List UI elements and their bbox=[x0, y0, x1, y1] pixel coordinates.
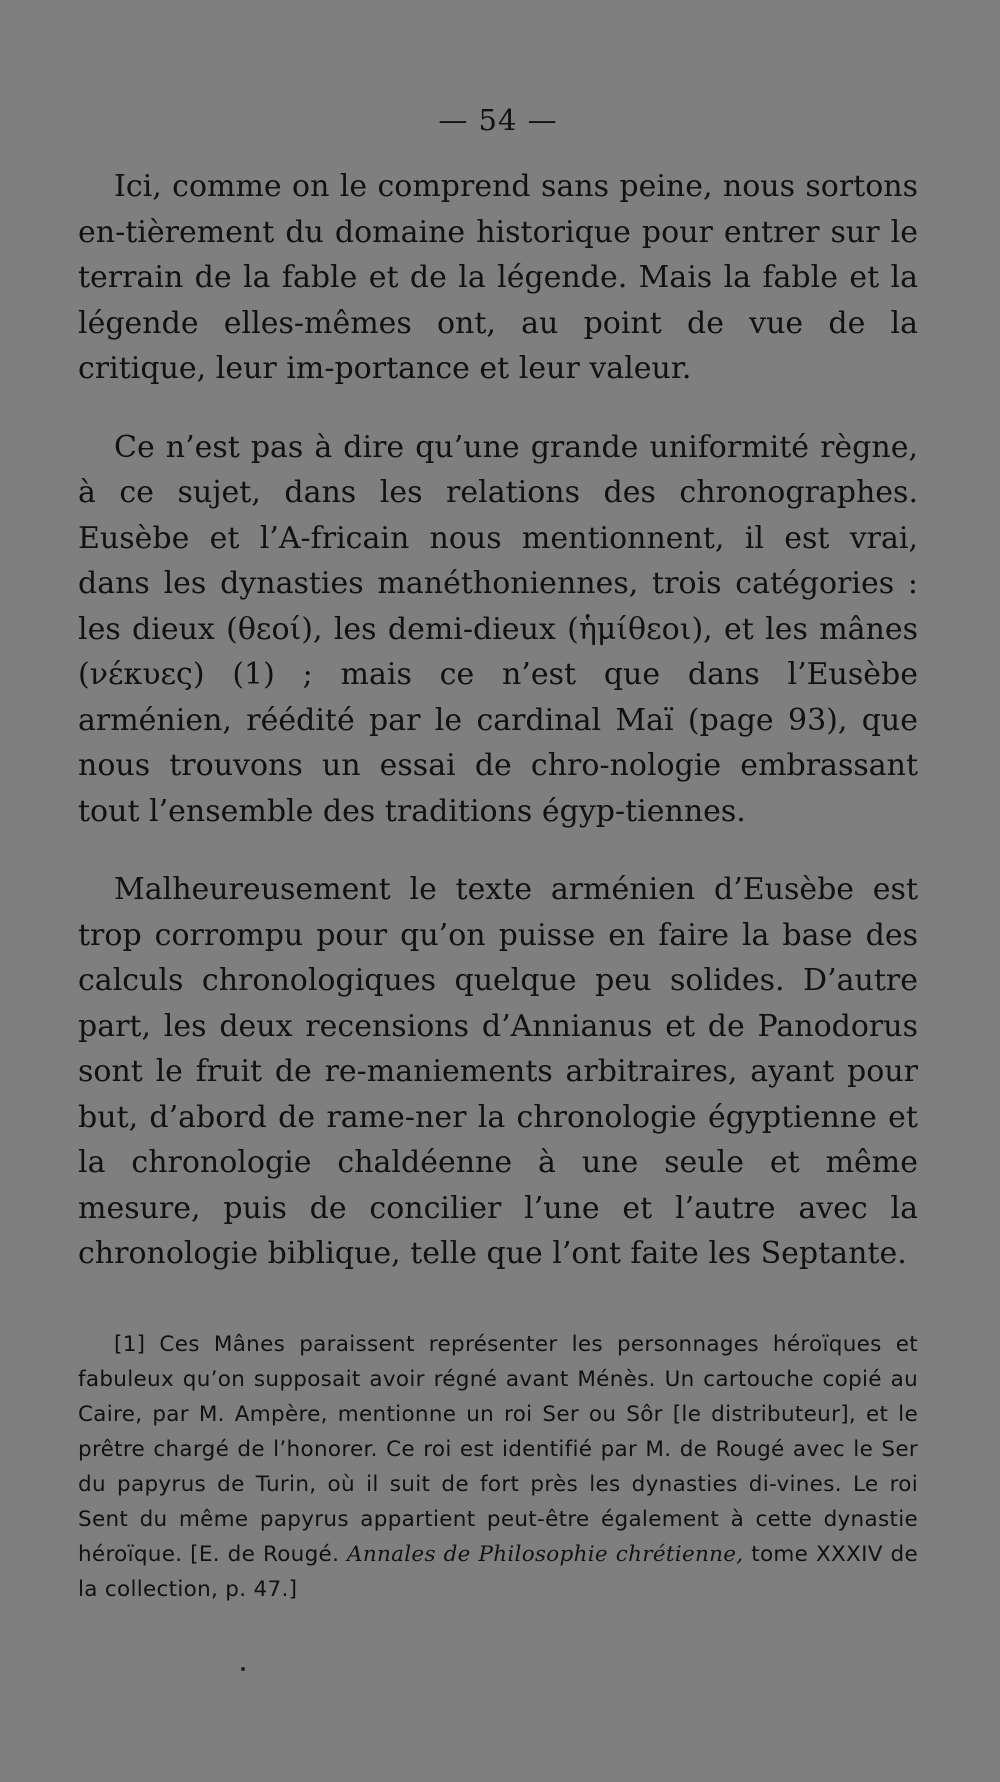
paragraph-1: Ici, comme on le comprend sans peine, nous sortons en-tièrement du domaine historique pour entrer sur le terrain de la fable et de la légende. Mais la fable et la légende elles-mêmes ont, au point de vue de la critique, leur im-portance et leur valeur. bbox=[78, 169, 918, 386]
page bbox=[78, 100, 918, 1607]
paragraph-2: Ce n’est pas à dire qu’une grande uniformité règne, à ce sujet, dans les relations des chronographes. Eusèbe et l’A-fricain nous mentionnent, il est vrai, dans les dynasties manéthoniennes, trois catégories : les dieux (θεοί), les demi-dieux (ἡμίθεοι), et les mânes (νέκυες) (1) ; mais ce n’est que dans l’Eusèbe arménien, réédité par le cardinal Maï (page 93), que nous trouvons un essai de chro-nologie embrassant tout l’ensemble des traditions égyp-tiennes. bbox=[78, 429, 918, 829]
page-number: — 54 — bbox=[438, 103, 558, 137]
footnote-tail: tome XXXIV de la collection, p. 47.] bbox=[78, 1541, 918, 1602]
footnote-italic-title: Annales de Philosophie chrétienne, bbox=[347, 1541, 744, 1567]
footnote-text: [1] Ces Mânes paraissent représenter les personnages héroïques et fabuleux qu’on supposait avoir régné avant Ménès. Un cartouche copié au Caire, par M. Ampère, mentionne un roi Ser ou Sôr [le distributeur], et le prêtre chargé de l’honorer. Ce roi est identifié par M. de Rougé avec le Ser du papyrus de Turin, où il suit de fort près les dynasties di-vines. Le roi Sent du même papyrus appartient peut-être également à cette dynastie héroïque. [E. de Rougé. bbox=[78, 1331, 918, 1567]
paragraph-3: Malheureusement le texte arménien d’Eusèbe est trop corrompu pour qu’on puisse en faire la base des calculs chronologiques quelque peu solides. D’autre part, les deux recensions d’Annianus et de Panodorus sont le fruit de re-maniements arbitraires, ayant pour but, d’abord de rame-ner la chronologie égyptienne et la chronologie chaldéenne à une seule et même mesure, puis de concilier l’une et l’autre avec la chronologie biblique, telle que l’ont faite les Septante. bbox=[78, 872, 918, 1271]
footnote bbox=[78, 1327, 918, 1607]
scan-speck bbox=[241, 1667, 245, 1671]
